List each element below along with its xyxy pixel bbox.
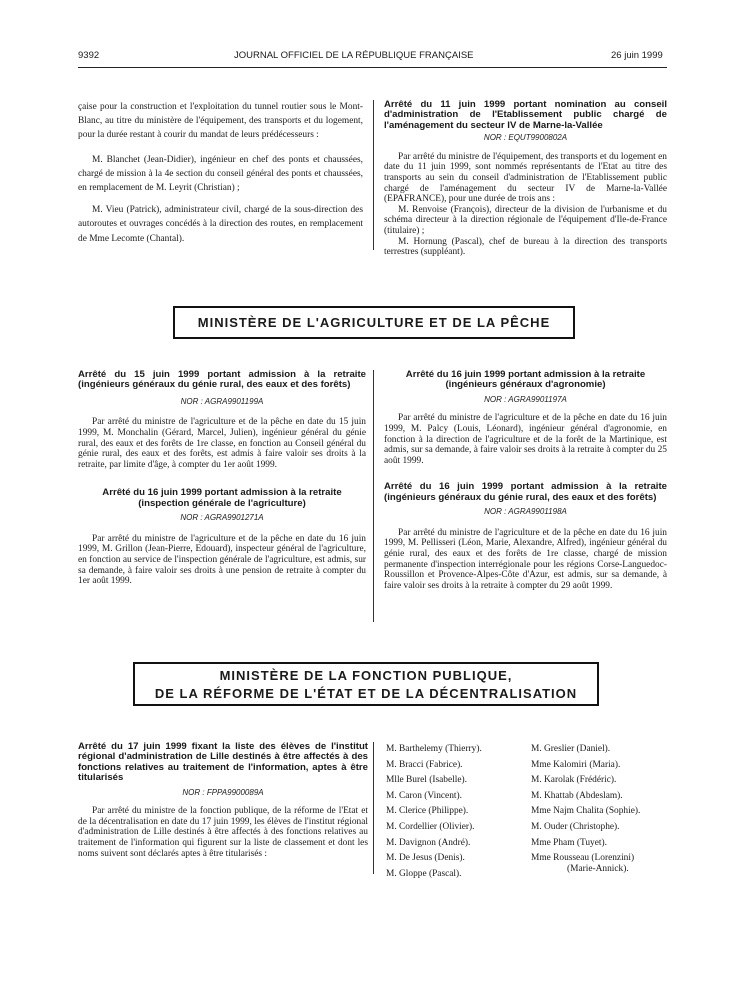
list-item: M. Davignon (André).: [386, 837, 471, 848]
list-item: M. Ouder (Christophe).: [531, 821, 620, 832]
list-item: M. Caron (Vincent).: [386, 790, 462, 801]
nor-reference: NOR : FPPA9900089A: [182, 787, 264, 797]
nor-reference: NOR : AGRA9901271A: [180, 513, 264, 523]
page-number: 9392: [78, 50, 100, 61]
journal-title: JOURNAL OFFICIEL DE LA RÉPUBLIQUE FRANÇAISE: [234, 50, 474, 61]
ministry-heading-text: MINISTÈRE DE L'AGRICULTURE ET DE LA PÊCHE: [197, 315, 551, 330]
decree-title: Arrêté du 16 juin 1999 portant admission à la retraite (inspection générale de l'agriculture): [102, 487, 342, 509]
ministry-heading-line: MINISTÈRE DE LA FONCTION PUBLIQUE,: [219, 668, 513, 683]
appointment-vieu: M. Vieu (Patrick), administrateur civil, chargé de la sous-direction des autoroutes et ouvrages concédés à la direction des routes, en remplacement de Mme Lecomte (Chantal).: [78, 205, 363, 244]
ministry-heading-line: DE LA RÉFORME DE L'ÉTAT ET DE LA DÉCENTRALISATION: [154, 686, 578, 701]
nor-reference: NOR : AGRA9901199A: [180, 396, 264, 406]
list-item: M. Greslier (Daniel).: [531, 744, 611, 754]
ministry-heading-fonction-publique: [133, 662, 599, 706]
nor-reference: NOR : AGRA9901198A: [484, 507, 567, 517]
nor-reference: NOR : AGRA9901197A: [484, 394, 567, 404]
decree-body: Par arrêté du ministre de l'agriculture et de la pêche en date du 16 juin 1999, M. Grillon (Jean-Pierre, Edouard), inspecteur général de l'agriculture, en fonction au service de l'inspection générale de l'agriculture, est admis, sur sa demande, à faire valoir ses droits à une pension de retraite à compter du 1er août 1999.: [78, 533, 366, 587]
decree-title: Arrêté du 17 juin 1999 fixant la liste des élèves de l'institut régional d'administration de Lille destinés à être affectés à des fonctions relatives au traitement de l'information, aptes à être titularisés: [78, 741, 368, 784]
header-rule: [78, 67, 667, 68]
decree-body: Par arrêté du ministre de l'agriculture et de la pêche en date du 16 juin 1999, M. Pellisseri (Léon, Marie, Alexandre, Alfred), ingénieur général du génie rural, des eaux et des forêts de 1re classe, chargé de mission permanente d'inspection interrégionale pour les régions Corse-Languedoc-Roussillon et Provence-Alpes-Côte d'Azur, est admis, sur sa demande, à faire valoir ses droits à la retraite à compter du 29 août 1999.: [384, 527, 667, 591]
list-item: Mme Najm Chalita (Sophie).: [531, 806, 641, 817]
continuation-paragraph: çaise pour la construction et l'exploitation du tunnel routier sous le Mont-Blanc, au titre du ministère de l'équipement, des transports et du logement, pour la durée restant à courir du mandat de leurs prédécesseurs :: [78, 102, 363, 141]
list-item: M. Khattab (Abdeslam).: [531, 790, 623, 801]
names-list-left: [386, 742, 482, 882]
list-item: M. Cordellier (Olivier).: [386, 821, 475, 832]
list-item: M. Clerice (Philippe).: [386, 806, 469, 817]
column-divider: [373, 742, 374, 874]
fonction-publique-left-column: [78, 742, 368, 859]
list-item: M. Gloppe (Pascal).: [386, 868, 462, 879]
decree-body: Par arrêté du ministre de l'agriculture et de la pêche en date du 15 juin 1999, M. Monchalin (Gérard, Marcel, Julien), ingénieur général du génie rural, des eaux et des forêts de 1re classe, en fonction au Conseil général du génie rural, des eaux et des forêts, est admis à faire valoir ses droits à la retraite, par limite d'âge, à compter du 1er août 1999.: [78, 417, 366, 470]
list-item-continuation: (Marie-Annick).: [567, 863, 629, 874]
top-left-column: [78, 100, 363, 246]
list-item: Mlle Burel (Isabelle).: [386, 775, 467, 786]
list-item: Mme Kalomiri (Maria).: [531, 759, 621, 770]
appointment-blanchet: M. Blanchet (Jean-Didier), ingénieur en chef des ponts et chaussées, chargé de mission à la 4e section du conseil général des ponts et chaussées, en remplacement de M. Leyrit (Christian) ;: [78, 154, 363, 194]
list-item: M. Bracci (Fabrice).: [386, 759, 463, 770]
list-item: M. De Jesus (Denis).: [386, 853, 465, 864]
top-right-column: [384, 100, 667, 258]
decree-title: Arrêté du 11 juin 1999 portant nomination au conseil d'administration de l'Etablissement public chargé de l'aménagement du secteur IV de Marne-la-Vallée: [384, 99, 667, 131]
agriculture-left-column: [78, 370, 366, 587]
names-list-right: [531, 742, 640, 874]
agriculture-right-column: [384, 370, 667, 591]
list-item: M. Karolak (Frédéric).: [531, 775, 617, 786]
decree-title: Arrêté du 16 juin 1999 portant admission à la retraite (ingénieurs généraux du génie rural, des eaux et des forêts): [384, 481, 667, 503]
nor-reference: NOR : EQUT9900802A: [483, 133, 568, 143]
list-item: M. Barthelemy (Thierry).: [386, 744, 482, 754]
decree-body: Par arrêté du ministre de l'équipement, des transports et du logement en date du 11 juin 1999, sont nommés représentants de l'Etat au titre des transports au sein du conseil d'administration de l'Etablissement public chargé de l'aménagement du secteur IV de Marne-la-Vallée (EPAFRANCE), pour une durée de trois ans :: [384, 151, 667, 205]
decree-title: Arrêté du 15 juin 1999 portant admission à la retraite (ingénieurs généraux du génie rural, des eaux et des forêts): [78, 369, 366, 391]
list-item: Mme Rousseau (Lorenzini): [531, 853, 635, 864]
appointment-renvoise: M. Renvoise (François), directeur de la division de l'urbanisme et du schéma directeur à la direction régionale de l'équipement d'Ile-de-France (titulaire) ;: [384, 204, 667, 236]
appointment-hornung: M. Hornung (Pascal), chef de bureau à la direction des transports terrestres (suppléant).: [384, 236, 667, 258]
column-divider: [373, 370, 374, 622]
issue-date: 26 juin 1999: [611, 50, 663, 61]
decree-body: Par arrêté du ministre de la fonction publique, de la réforme de l'Etat et de la décentralisation en date du 17 juin 1999, les élèves de l'institut régional d'administration de Lille destinés à être affectés à des fonctions relatives au traitement de l'information qui figurent sur la liste de classement et dont les noms suivent sont déclarés aptes à être titularisés :: [78, 806, 368, 859]
decree-body: Par arrêté du ministre de l'agriculture et de la pêche en date du 16 juin 1999, M. Palcy (Louis, Léonard), ingénieur général d'agronomie, en fonction à la direction de l'agriculture et de la forêt de la Martinique, est admis, sur sa demande, à faire valoir ses droits à la retraite à compter du 25 août 1999.: [384, 413, 667, 466]
list-item: Mme Pham (Tuyet).: [531, 837, 607, 848]
ministry-heading-agriculture: [173, 306, 575, 339]
column-divider: [373, 100, 374, 250]
decree-title: Arrêté du 16 juin 1999 portant admission à la retraite (ingénieurs généraux d'agronomie): [405, 369, 646, 391]
